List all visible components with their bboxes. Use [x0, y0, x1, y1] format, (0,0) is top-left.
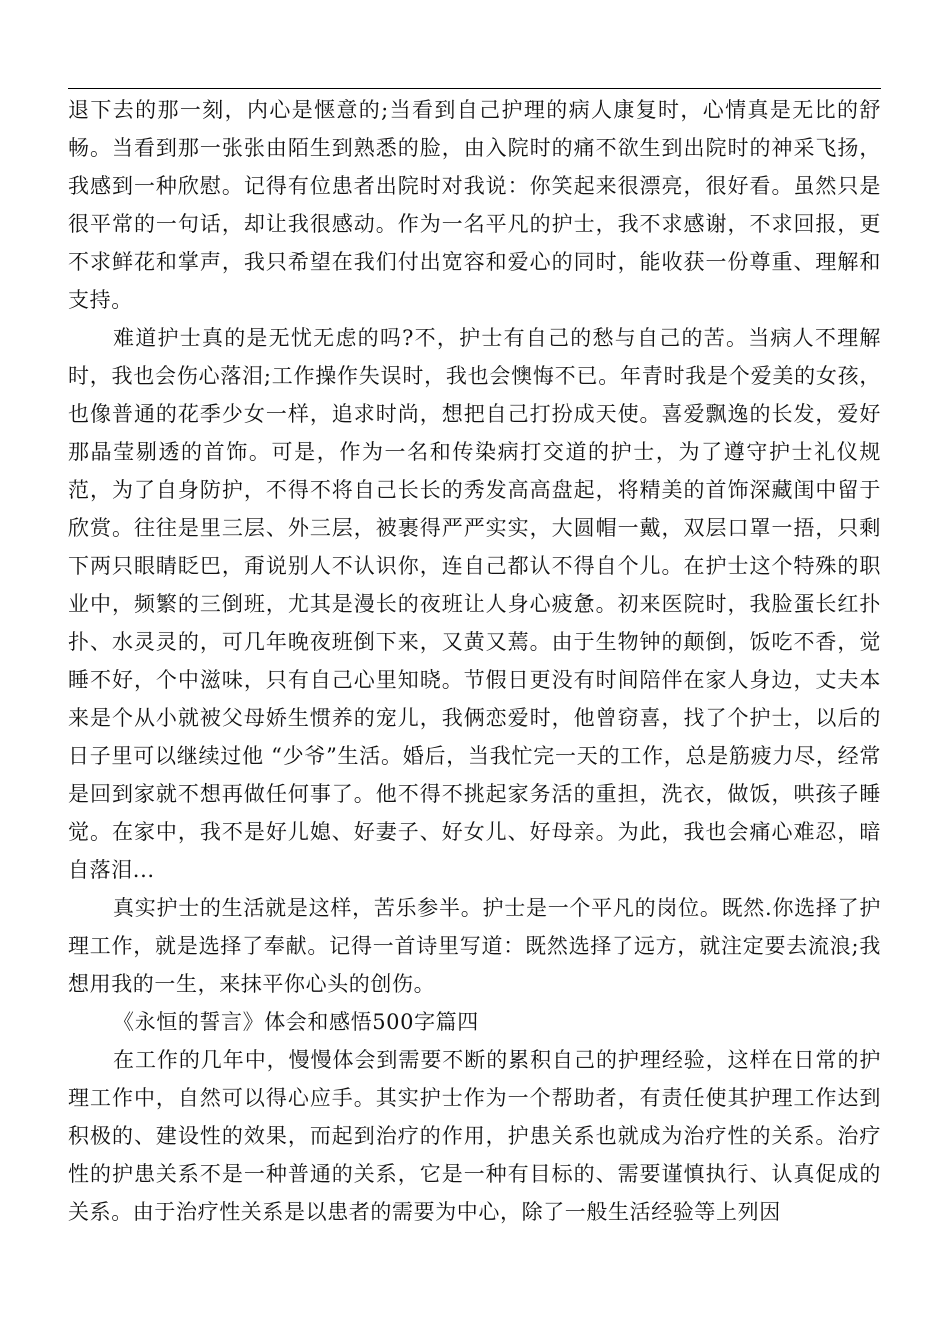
document-body [68, 91, 881, 1231]
paragraph-nursing-experience: 在工作的几年中，慢慢体会到需要不断的累积自己的护理经验，这样在日常的护理工作中，自然可以得心应手。其实护士作为一个帮助者，有责任使其护理工作达到积极的、建设性的效果，而起到治疗的作用，护患关系也就成为治疗性的关系。治疗性的护患关系不是一种普通的关系，它是一种有目标的、需要谨慎执行、认真促成的关系。由于治疗性关系是以患者的需要为中心，除了一般生活经验等上列因 [68, 1048, 881, 1224]
paragraph-dedication: 真实护士的生活就是这样，苦乐参半。护士是一个平凡的岗位。既然.你选择了护理工作，就是选择了奉献。记得一首诗里写道：既然选择了远方，就注定要去流浪;我想用我的一生，来抹平你心头的创伤。 [68, 896, 881, 996]
paragraph-hardships: 难道护士真的是无忧无虑的吗?不，护士有自己的愁与自己的苦。当病人不理解时，我也会伤心落泪;工作操作失误时，我也会懊悔不已。年青时我是个爱美的女孩，也像普通的花季少女一样，追求时尚，想把自己打扮成天使。喜爱飘逸的长发，爱好那晶莹剔透的首饰。可是，作为一名和传染病打交道的护士，为了遵守护士礼仪规范，为了自身防护，不得不将自己长长的秀发高高盘起，将精美的首饰深藏闺中留于欣赏。往往是里三层、外三层，被裹得严严实实，大圆帽一戴，双层口罩一捂，只剩 下两只眼睛眨巴，甭说别人不认识你，连自己都认不得自个儿。在护士这个特殊的职业中，频繁的三倒班，尤其是漫长的夜班让人身心疲惫。初来医院时，我脸蛋长红扑扑、水灵灵的，可几年晚夜班倒下来，又黄又蔫。由于生物钟的颠倒，饭吃不香，觉睡不好，个中滋味，只有自己心里知晓。节假日更没有时间陪伴在家人身边，丈夫本来是个从小就被父母娇生惯养的宠儿，我俩恋爱时，他曾窃喜，找了个护士，以后的日子里可以继续过他 “少爷”生活。婚后，当我忙完一天的工作，总是筋疲力尽，经常是回到家就不想再做任何事了。他不得不挑起家务活的重担，洗衣，做饭，哄孩子睡觉。在家中，我不是好儿媳、好妻子、好女儿、好母亲。为此，我也会痛心难忍，暗自落泪... [68, 326, 881, 882]
paragraph-satisfaction: 退下去的那一刻，内心是惬意的;当看到自己护理的病人康复时，心情真是无比的舒畅。当看到那一张张由陌生到熟悉的脸，由入院时的痛不欲生到出院时的神采飞扬，我感到一种欣慰。记得有位患者出院时对我说：你笑起来很漂亮，很好看。虽然只是很平常的一句话，却让我很感动。作为一名平凡的护士，我不求感谢，不求回报，更不求鲜花和掌声，我只希望在我们付出宽容和爱心的同时，能收获一份尊重、理解和支持。 [68, 98, 881, 312]
section-heading: 《永恒的誓言》体会和感悟500字篇四 [113, 1010, 479, 1034]
header-rule [68, 88, 881, 89]
